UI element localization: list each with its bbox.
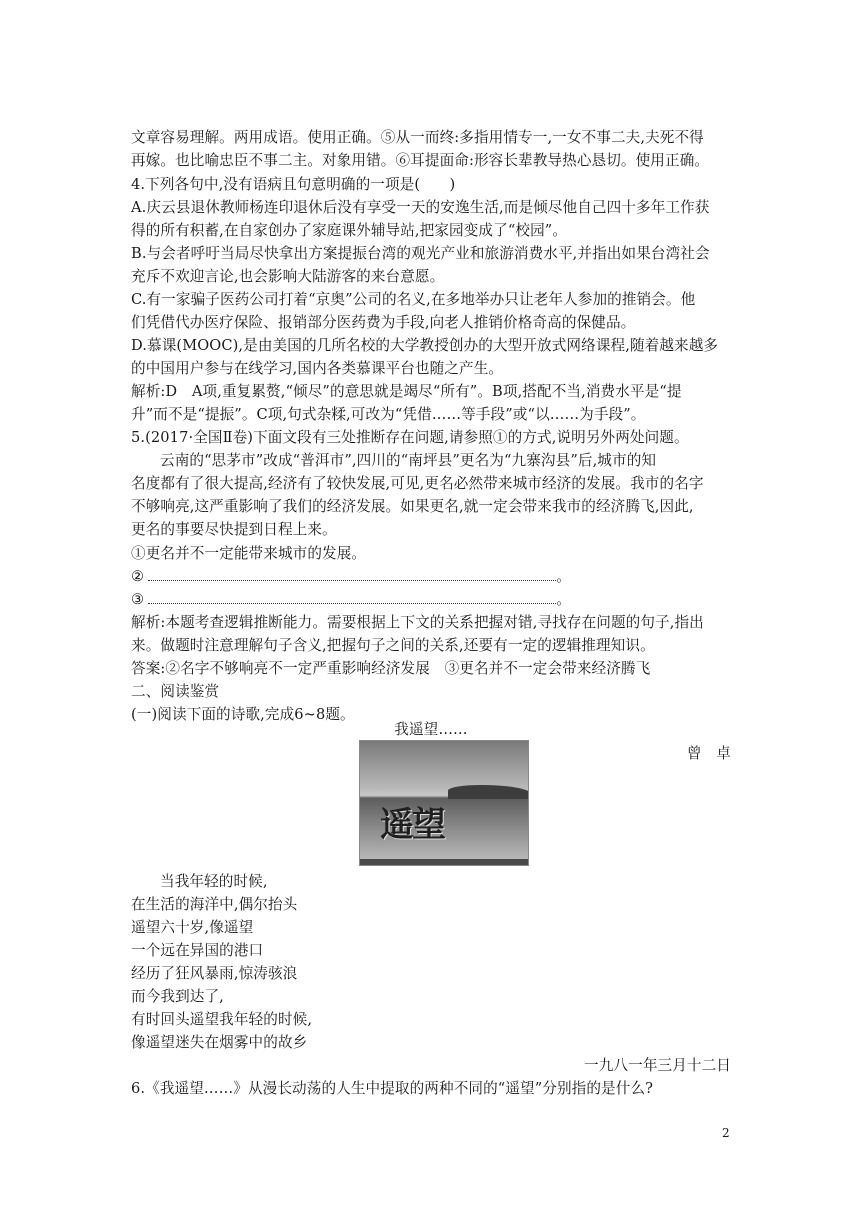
option-b: B.与会者呼吁当局尽快拿出方案提振台湾的观光产业和旅游消费水平,并指出如果台湾社会 [131,245,710,262]
illustration-caption: 遥望 [380,805,444,845]
poem-line: 当我年轻的时候, [160,873,268,890]
question-5-stem: 5.(2017·全国Ⅱ卷)下面文段有三处推断存在问题,请参照①的方式,说明另外两处问题。 [131,429,689,446]
poem-line: 在生活的海洋中,偶尔抬头 [131,896,298,913]
passage-first-line: 云南的“思茅市”改成“普洱市”,四川的“南坪县”更名为“九寨沟县”后,城市的知 [160,452,657,469]
option-c-cont: 们凭借代办医疗保险、报销部分医药费为手段,向老人推销价格奇高的保健品。 [131,314,636,331]
fill-blank-line [148,579,556,581]
question-6: 6.《我遥望……》从漫长动荡的人生中提取的两种不同的“遥望”分别指的是什么? [131,1080,654,1097]
poem-line: 经历了狂风暴雨,惊涛骇浪 [131,965,298,982]
blank-label: ③ [131,591,145,608]
option-d: D.慕课(MOOC),是由美国的几所名校的大学教授创办的大型开放式网络课程,随着越来越多 [131,337,719,354]
subsection-title: (一)阅读下面的诗歌,完成6~8题。 [131,706,355,723]
option-d-cont: 的中国用户参与在线学习,国内各类慕课平台也随之产生。 [131,360,504,377]
passage-line: 不够响亮,这严重影响了我们的经济发展。如果更名,就一定会带来我市的经济腾飞,因此, [131,498,694,515]
text-line: 文章容易理解。两用成语。使用正确。⑤从一而终:多指用情专一,一女不事二夫,夫死不得 [131,129,704,146]
blank-end: 。 [556,591,571,608]
option-b-cont: 充斥不欢迎言论,也会影响大陆游客的来台意愿。 [131,268,445,285]
poem-date: 一九八一年三月十二日 [584,1057,731,1074]
blank-label: ② [131,568,145,585]
question-4-stem: 4.下列各句中,没有语病且句意明确的一项是( ) [131,176,456,193]
option-a-cont: 得的所有积蓄,在自家创办了家庭课外辅导站,把家园变成了“校园”。 [131,222,568,239]
section-title: 二、阅读鉴赏 [131,683,220,700]
option-a: A.庆云县退休教师杨连印退休后没有享受一天的安逸生活,而是倾尽他自己四十多年工作获 [131,199,710,216]
poem-line: 遥望六十岁,像遥望 [131,919,254,936]
analysis-4: 解析:D A项,重复累赘,“倾尽”的意思就是竭尽“所有”。B项,搭配不当,消费水平是“提 [131,383,682,400]
option-c: C.有一家骗子医药公司打着“京奥”公司的名义,在多地举办只让老年人参加的推销会。他 [131,291,696,308]
analysis-5-cont: 来。做题时注意理解句子含义,把握句子之间的关系,还要有一定的逻辑推理知识。 [131,637,655,654]
analysis-4-cont: 升”而不是“提振”。C项,句式杂糅,可改为“凭借……等手段”或“以……为手段”。 [131,406,646,423]
answer-blank-3 [131,589,731,611]
analysis-5: 解析:本题考查逻辑推断能力。需要根据上下文的关系把握对错,寻找存在问题的句子,指出 [131,614,704,631]
distant-shore [448,785,529,799]
poem-title: 我遥望…… [394,721,468,738]
poem-line: 有时回头遥望我年轻的时候, [131,1011,313,1028]
poem-line: 而今我到达了, [131,988,224,1005]
passage-line: 更名的事要尽快提到日程上来。 [131,521,337,538]
passage-line: 名度都有了很大提高,经济有了较快发展,可见,更名必然带来城市经济的发展。我市的名字 [131,475,704,492]
example-answer: ①更名并不一定能带来城市的发展。 [131,545,367,562]
answer-5: 答案:②名字不够响亮不一定严重影响经济发展 ③更名并不一定会带来经济腾飞 [131,660,651,677]
poem-line: 像遥望迷失在烟雾中的故乡 [131,1034,308,1051]
image-border-bar [360,859,528,865]
page-number: 2 [722,1126,730,1140]
poem-author: 曾 卓 [686,745,731,762]
poem-illustration [359,740,529,866]
poem-line: 一个远在异国的港口 [131,942,264,959]
text-line: 再嫁。也比喻忠臣不事二主。对象用错。⑥耳提面命:形容长辈教导热心恳切。使用正确。 [131,152,710,169]
answer-blank-2 [131,566,731,588]
blank-end: 。 [556,568,571,585]
fill-blank-line [148,602,556,604]
